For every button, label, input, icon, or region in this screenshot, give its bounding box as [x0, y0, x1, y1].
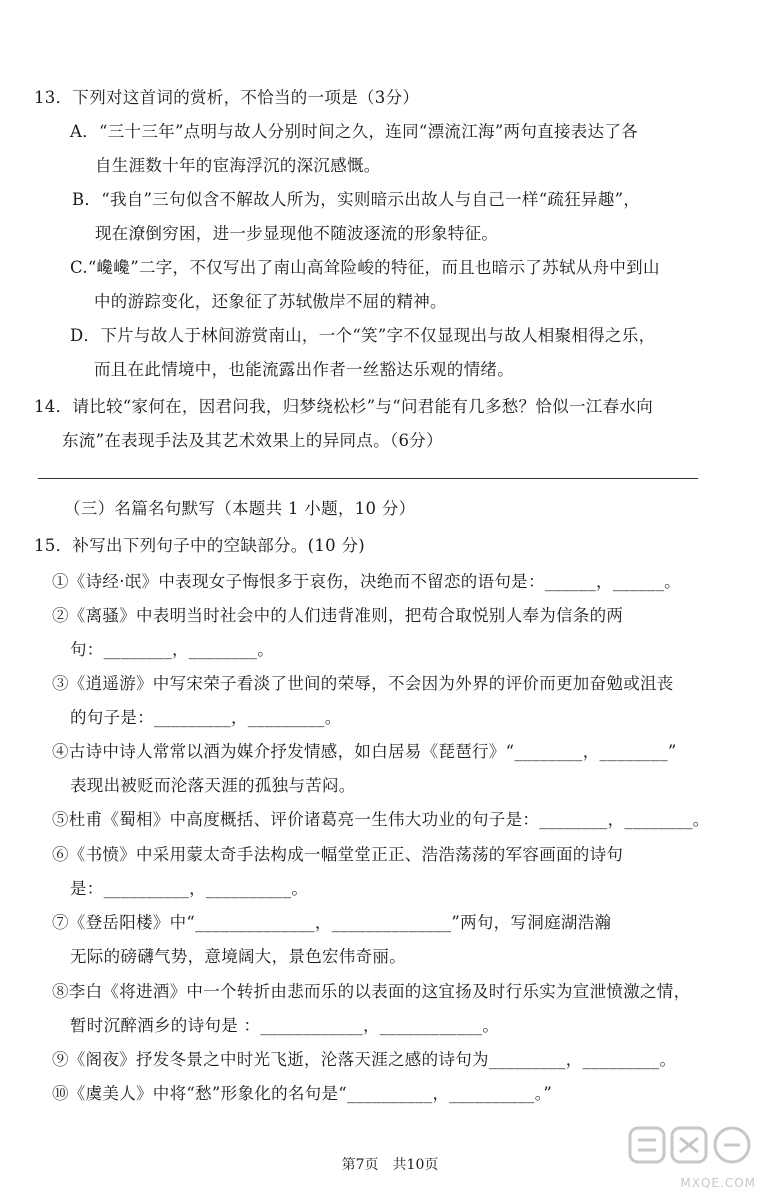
q15-item-5: ⑤杜甫《蜀相》中高度概括、评价诸葛亮一生伟大功业的句子是：________，________。 — [52, 810, 710, 829]
q15-item-6-line1: ⑥《书愤》中采用蒙太奇手法构成一幅堂堂正正、浩浩荡荡的军容画面的诗句 — [52, 845, 624, 864]
q15-stem: 15．补写出下列句子中的空缺部分。(10 分) — [34, 536, 366, 555]
answer-rule-line — [38, 478, 698, 479]
q15-item-3-line1: ③《逍遥游》中写宋荣子看淡了世间的荣辱，不会因为外界的评价而更加奋勉或沮丧 — [52, 674, 674, 693]
section3-heading: （三）名篇名句默写（本题共 1 小题，10 分） — [64, 499, 416, 518]
watermark-logo — [622, 1118, 762, 1192]
q15-item-7-line1: ⑦《登岳阳楼》中“______________，______________”两句，写洞庭湖浩瀚 — [52, 913, 612, 932]
q13-option-c-line2: 中的游踪变化，还象征了苏轼傲岸不屈的精神。 — [94, 292, 447, 311]
q15-item-2-line1: ②《离骚》中表明当时社会中的人们违背准则，把苟合取悦别人奉为信条的两 — [52, 606, 624, 625]
q15-item-8-line1: ⑧李白《将进酒》中一个转折由悲而乐的以表面的这宜扬及时行乐实为宣泄愤激之情， — [52, 982, 691, 1001]
watermark-logo-icon — [622, 1118, 762, 1176]
q15-item-2-line2: 句：________，________。 — [70, 640, 274, 659]
q13-option-d-line1: D．下片与故人于林间游赏南山，一个“笑”字不仅显现出与故人相聚相得之乐， — [70, 326, 656, 345]
q14-line1: 14．请比较“家何在，因君问我，归梦绕松杉”与“问君能有几多愁？恰似一江春水向 — [34, 397, 654, 416]
q15-item-7-line2: 无际的磅礴气势，意境阔大，景色宏伟奇丽。 — [70, 947, 406, 966]
page-footer: 第7页 共10页 — [341, 1157, 439, 1173]
q13-option-a-line1: A．“三十三年”点明与故人分别时间之久，连同“漂流江海”两句直接表达了各 — [70, 122, 638, 141]
q15-item-1: ①《诗经·氓》中表现女子悔恨多于哀伤，决绝而不留恋的语句是：______，______。 — [52, 572, 681, 591]
q13-option-b-line2: 现在潦倒穷困，进一步显现他不随波逐流的形象特征。 — [95, 224, 499, 243]
q13-option-c-line1: C.“巉巉”二字，不仅写出了南山高耸险峻的特征，而且也暗示了苏轼从舟中到山 — [70, 258, 660, 277]
q15-item-10: ⑩《虞美人》中将“愁”形象化的名句是“__________，__________。” — [52, 1084, 553, 1103]
q15-item-6-line2: 是：__________，__________。 — [70, 879, 309, 898]
q13-option-a-line2: 自生涯数十年的宦海浮沉的深沉感慨。 — [95, 156, 381, 175]
q14-line2: 东流”在表现手法及其艺术效果上的异同点。（6分） — [62, 431, 443, 450]
q13-option-d-line2: 而且在此情境中，也能流露出作者一丝豁达乐观的情绪。 — [94, 360, 514, 379]
q15-item-8-line2: 暂时沉醉酒乡的诗句是 ：____________，____________。 — [70, 1016, 500, 1035]
q13-option-b-line1: B．“我自”三句似含不解故人所为，实则暗示出故人与自己一样“疏狂异趣”， — [72, 190, 641, 209]
q15-item-4-line1: ④古诗中诗人常常以酒为媒介抒发情感，如白居易《琵琶行》“________，________” — [52, 742, 677, 761]
watermark-text: MXQE.COM — [680, 1176, 756, 1190]
q15-item-4-line2: 表现出被贬而沦落天涯的孤独与苦闷。 — [70, 776, 356, 795]
q13-stem: 13．下列对这首词的赏析，不恰当的一项是（3分） — [34, 88, 420, 107]
q15-item-3-line2: 的句子是：_________，_________。 — [70, 708, 342, 727]
q15-item-9: ⑨《阁夜》抒发冬景之中时光飞逝，沦落天涯之感的诗句为_________，_________。 — [52, 1050, 677, 1069]
